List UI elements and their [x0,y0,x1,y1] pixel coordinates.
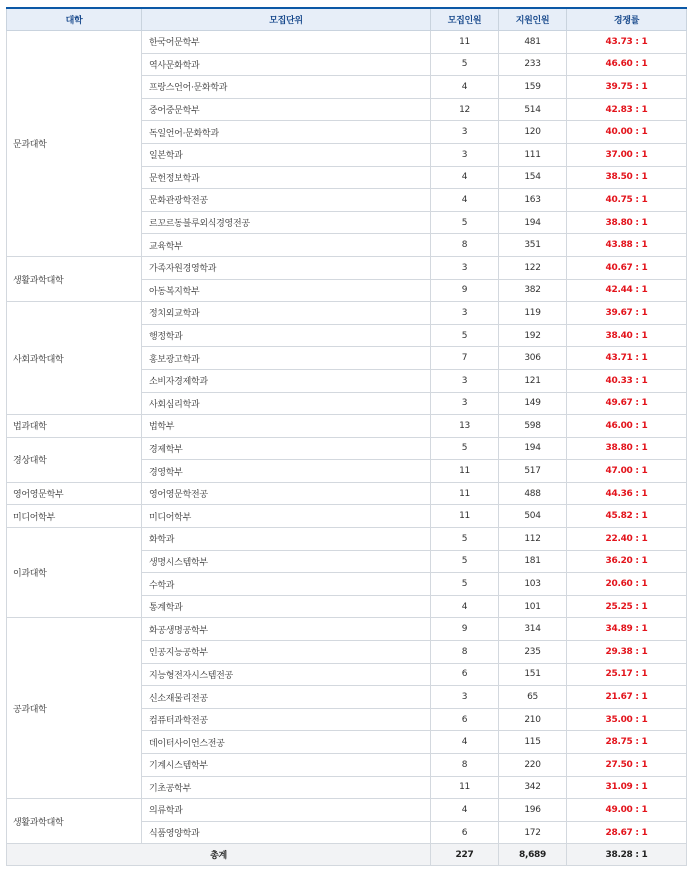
quota-cell: 11 [431,776,499,799]
unit-cell: 영어영문학전공 [142,482,431,505]
applicants-cell: 598 [499,415,567,438]
quota-cell: 5 [431,53,499,76]
applicants-cell: 210 [499,708,567,731]
quota-cell: 9 [431,618,499,641]
header-college: 대학 [7,8,142,31]
applicants-cell: 112 [499,528,567,551]
applicants-cell: 196 [499,799,567,822]
unit-cell: 식품영양학과 [142,821,431,844]
rate-cell: 36.20 : 1 [567,550,687,573]
quota-cell: 3 [431,302,499,325]
rate-cell: 25.25 : 1 [567,595,687,618]
unit-cell: 정치외교학과 [142,302,431,325]
college-cell: 이과대학 [7,528,142,618]
quota-cell: 8 [431,754,499,777]
applicants-cell: 119 [499,302,567,325]
applicants-cell: 192 [499,324,567,347]
unit-cell: 미디어학부 [142,505,431,528]
quota-cell: 4 [431,189,499,212]
applicants-cell: 163 [499,189,567,212]
rate-cell: 43.88 : 1 [567,234,687,257]
header-row [7,8,687,31]
rate-cell: 40.33 : 1 [567,369,687,392]
rate-cell: 31.09 : 1 [567,776,687,799]
applicants-cell: 194 [499,211,567,234]
total-rate: 38.28 : 1 [567,844,687,866]
table-row [7,799,687,822]
applicants-cell: 122 [499,256,567,279]
applicants-cell: 120 [499,121,567,144]
rate-cell: 46.60 : 1 [567,53,687,76]
rate-cell: 38.40 : 1 [567,324,687,347]
rate-cell: 40.67 : 1 [567,256,687,279]
applicants-cell: 481 [499,31,567,54]
quota-cell: 4 [431,76,499,99]
college-cell: 영어영문학부 [7,482,142,505]
rate-cell: 47.00 : 1 [567,460,687,483]
rate-cell: 38.80 : 1 [567,211,687,234]
quota-cell: 5 [431,550,499,573]
applicants-cell: 235 [499,641,567,664]
quota-cell: 4 [431,731,499,754]
applicants-cell: 220 [499,754,567,777]
unit-cell: 소비자경제학과 [142,369,431,392]
table-row [7,302,687,325]
rate-cell: 42.83 : 1 [567,98,687,121]
unit-cell: 지능형전자시스템전공 [142,663,431,686]
applicants-cell: 115 [499,731,567,754]
quota-cell: 9 [431,279,499,302]
admission-table-container [6,7,686,866]
rate-cell: 46.00 : 1 [567,415,687,438]
rate-cell: 42.44 : 1 [567,279,687,302]
applicants-cell: 181 [499,550,567,573]
applicants-cell: 306 [499,347,567,370]
quota-cell: 12 [431,98,499,121]
quota-cell: 4 [431,595,499,618]
unit-cell: 사회심리학과 [142,392,431,415]
college-cell: 사회과학대학 [7,302,142,415]
applicants-cell: 342 [499,776,567,799]
table-row [7,437,687,460]
unit-cell: 신소재물리전공 [142,686,431,709]
table-body [7,31,687,844]
unit-cell: 통계학과 [142,595,431,618]
rate-cell: 43.73 : 1 [567,31,687,54]
table-row [7,31,687,54]
table-row [7,482,687,505]
applicants-cell: 514 [499,98,567,121]
total-quota: 227 [431,844,499,866]
unit-cell: 독일언어·문화학과 [142,121,431,144]
unit-cell: 아동복지학부 [142,279,431,302]
rate-cell: 20.60 : 1 [567,573,687,596]
total-label: 총계 [7,844,431,866]
unit-cell: 가족자원경영학과 [142,256,431,279]
rate-cell: 29.38 : 1 [567,641,687,664]
rate-cell: 49.00 : 1 [567,799,687,822]
rate-cell: 27.50 : 1 [567,754,687,777]
applicants-cell: 172 [499,821,567,844]
rate-cell: 38.50 : 1 [567,166,687,189]
applicants-cell: 194 [499,437,567,460]
quota-cell: 3 [431,143,499,166]
unit-cell: 수학과 [142,573,431,596]
quota-cell: 4 [431,166,499,189]
rate-cell: 34.89 : 1 [567,618,687,641]
total-applicants: 8,689 [499,844,567,866]
applicants-cell: 151 [499,663,567,686]
applicants-cell: 65 [499,686,567,709]
college-cell: 생활과학대학 [7,256,142,301]
rate-cell: 39.75 : 1 [567,76,687,99]
rate-cell: 44.36 : 1 [567,482,687,505]
quota-cell: 5 [431,211,499,234]
quota-cell: 5 [431,437,499,460]
unit-cell: 프랑스언어·문화학과 [142,76,431,99]
college-cell: 법과대학 [7,415,142,438]
unit-cell: 화공생명공학부 [142,618,431,641]
college-cell: 공과대학 [7,618,142,799]
unit-cell: 일본학과 [142,143,431,166]
rate-cell: 28.75 : 1 [567,731,687,754]
rate-cell: 39.67 : 1 [567,302,687,325]
quota-cell: 11 [431,460,499,483]
rate-cell: 49.67 : 1 [567,392,687,415]
quota-cell: 6 [431,708,499,731]
applicants-cell: 504 [499,505,567,528]
table-row [7,528,687,551]
unit-cell: 데이터사이언스전공 [142,731,431,754]
unit-cell: 문헌정보학과 [142,166,431,189]
applicants-cell: 488 [499,482,567,505]
unit-cell: 의류학과 [142,799,431,822]
applicants-cell: 101 [499,595,567,618]
college-cell: 생활과학대학 [7,799,142,844]
quota-cell: 8 [431,641,499,664]
applicants-cell: 159 [499,76,567,99]
competition-rate-table [6,7,687,866]
quota-cell: 11 [431,505,499,528]
quota-cell: 6 [431,663,499,686]
quota-cell: 11 [431,482,499,505]
unit-cell: 기계시스템학부 [142,754,431,777]
quota-cell: 5 [431,324,499,347]
unit-cell: 홍보광고학과 [142,347,431,370]
rate-cell: 35.00 : 1 [567,708,687,731]
quota-cell: 8 [431,234,499,257]
quota-cell: 3 [431,686,499,709]
header-unit: 모집단위 [142,8,431,31]
table-row [7,415,687,438]
applicants-cell: 314 [499,618,567,641]
unit-cell: 행정학과 [142,324,431,347]
table-row [7,618,687,641]
quota-cell: 11 [431,31,499,54]
header-quota: 모집인원 [431,8,499,31]
applicants-cell: 351 [499,234,567,257]
unit-cell: 기초공학부 [142,776,431,799]
applicants-cell: 121 [499,369,567,392]
total-row [7,844,687,866]
unit-cell: 인공지능공학부 [142,641,431,664]
unit-cell: 교육학부 [142,234,431,257]
rate-cell: 45.82 : 1 [567,505,687,528]
table-header [7,8,687,31]
rate-cell: 21.67 : 1 [567,686,687,709]
college-cell: 경상대학 [7,437,142,482]
unit-cell: 경영학부 [142,460,431,483]
quota-cell: 13 [431,415,499,438]
unit-cell: 생명시스템학부 [142,550,431,573]
college-cell: 미디어학부 [7,505,142,528]
rate-cell: 28.67 : 1 [567,821,687,844]
table-footer [7,844,687,866]
rate-cell: 37.00 : 1 [567,143,687,166]
rate-cell: 40.00 : 1 [567,121,687,144]
header-rate: 경쟁률 [567,8,687,31]
applicants-cell: 111 [499,143,567,166]
header-applicants: 지원인원 [499,8,567,31]
quota-cell: 3 [431,369,499,392]
unit-cell: 법학부 [142,415,431,438]
table-row [7,256,687,279]
rate-cell: 43.71 : 1 [567,347,687,370]
quota-cell: 5 [431,573,499,596]
rate-cell: 22.40 : 1 [567,528,687,551]
quota-cell: 3 [431,256,499,279]
quota-cell: 3 [431,392,499,415]
unit-cell: 한국어문학부 [142,31,431,54]
quota-cell: 3 [431,121,499,144]
applicants-cell: 517 [499,460,567,483]
applicants-cell: 154 [499,166,567,189]
quota-cell: 4 [431,799,499,822]
rate-cell: 25.17 : 1 [567,663,687,686]
applicants-cell: 382 [499,279,567,302]
applicants-cell: 149 [499,392,567,415]
unit-cell: 경제학부 [142,437,431,460]
quota-cell: 5 [431,528,499,551]
unit-cell: 역사문화학과 [142,53,431,76]
rate-cell: 38.80 : 1 [567,437,687,460]
unit-cell: 컴퓨터과학전공 [142,708,431,731]
table-row [7,505,687,528]
quota-cell: 6 [431,821,499,844]
unit-cell: 중어중문학부 [142,98,431,121]
rate-cell: 40.75 : 1 [567,189,687,212]
quota-cell: 7 [431,347,499,370]
unit-cell: 문화관광학전공 [142,189,431,212]
applicants-cell: 233 [499,53,567,76]
college-cell: 문과대학 [7,31,142,257]
applicants-cell: 103 [499,573,567,596]
unit-cell: 화학과 [142,528,431,551]
unit-cell: 르꼬르동블루외식경영전공 [142,211,431,234]
